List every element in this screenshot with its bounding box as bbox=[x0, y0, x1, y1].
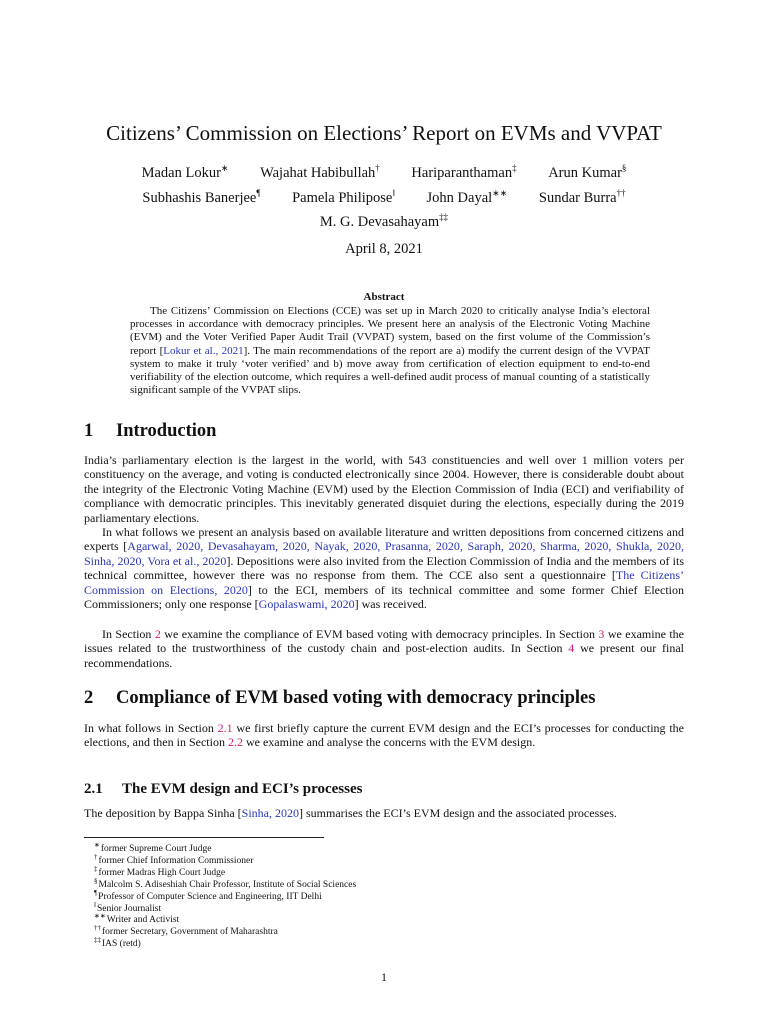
paragraph: In what follows we present an analysis based on available literature and written depositions from concerned citizens and experts [Agarwal, 2020, Devasahayam, 2020, Nayak, 2020, Prasanna, 2020, Saraph, 2020, Sharma, 2020, Shukla, 2020, Sinha, 2020, Vora et al., 2020]. Depositions were also invited from the Election Commission of India and the members of its technical committee, however there was no response from them. The CCE also sent a questionnaire [The Citizens’ Commission on Elections, 2020] to the ECI, members of its technical committee and some former Chief Election Commissioners; only one response [Gopalaswami, 2020] was received. bbox=[84, 525, 684, 612]
footnote: †former Chief Information Commissioner bbox=[94, 853, 254, 866]
footnote-rule bbox=[84, 837, 324, 838]
author: Madan Lokur∗ bbox=[141, 163, 229, 181]
section-link[interactable]: 2.2 bbox=[227, 735, 243, 750]
subsection-heading: 2.1 The EVM design and ECI’s processes bbox=[84, 781, 363, 797]
paper-title: Citizens’ Commission on Elections’ Report on EVMs and VVPAT bbox=[106, 121, 662, 145]
section-link[interactable]: 3 bbox=[598, 627, 605, 641]
paragraph: In what follows in Section 2.1 we first briefly capture the current EVM design and the ECI’s processes for conducting the elections, and then in Section 2.2 we examine and analyse the concerns with the EVM design. bbox=[84, 721, 684, 750]
section-link[interactable]: 2.1 bbox=[217, 721, 233, 735]
section-link[interactable]: 4 bbox=[568, 641, 575, 656]
paper-date: April 8, 2021 bbox=[345, 241, 423, 257]
citation-link[interactable]: Lokur et al., 2021 bbox=[163, 344, 244, 357]
author-row-2 bbox=[0, 188, 768, 207]
citation-link[interactable]: Sinha, 2020 bbox=[241, 806, 299, 820]
page-number: 1 bbox=[381, 970, 387, 984]
section-heading: 2 Compliance of EVM based voting with democracy principles bbox=[84, 688, 596, 708]
author-row-1 bbox=[0, 163, 768, 182]
abstract-text: The Citizens’ Commission on Elections (CCE) was set up in March 2020 to critically analyse India’s electoral processes in accordance with democracy principles. We present here an analysis of the Electronic Voting Machine (EVM) and the Voter Verified Paper Audit Trail (VVPAT) system, based on the first volume of the Commission’s report [Lokur et al., 2021]. The main recommendations of the report are a) modify the current design of the VVPAT system to make it truly ‘voter verified’ and b) move away from certification of election equipment to end-to-end verifiability of the election outcome, which requires a well-defined audit process of manual counting of a statistically significant sample of the VVPAT slips. bbox=[130, 305, 650, 397]
author: Pamela Philipose‖ bbox=[292, 188, 395, 206]
footnote: ‡former Madras High Court Judge bbox=[94, 865, 226, 878]
paragraph: In Section 2 we examine the compliance of EVM based voting with democracy principles. In Section 3 we examine the issues related to the trustworthiness of the custody chain and post-election audits. In Section 4 we present our final recommendations. bbox=[84, 627, 684, 670]
paragraph: The deposition by Bappa Sinha [Sinha, 2020] summarises the ECI’s EVM design and the associated processes. bbox=[84, 806, 617, 820]
citation-link[interactable]: Agarwal, 2020, Devasahayam, 2020, Nayak, 2020, Prasanna, 2020, Saraph, 2020, Sharma, 2020, Shukla, 2020, Sinha, 2020, Vora et al., 2020 bbox=[84, 539, 684, 568]
footnote: ¶Professor of Computer Science and Engineering, IIT Delhi bbox=[94, 889, 322, 902]
footnote: ∗former Supreme Court Judge bbox=[94, 841, 212, 854]
author: Hariparanthaman‡ bbox=[411, 163, 517, 181]
author: John Dayal∗∗ bbox=[426, 188, 508, 206]
author-row-3 bbox=[0, 212, 768, 231]
paragraph: India’s parliamentary election is the largest in the world, with 543 constituencies and well over 1 million voters per constituency on the average, and voting is conducted electronically since 2004. However, there is considerable doubt about the integrity of the Electronic Voting Machine (EVM) used by the Election Commission of India (ECI) and verifiability of compliance with democratic principles. This inevitably generated disquiet during the elections, especially during the 2019 parliamentary elections. bbox=[84, 453, 684, 525]
abstract-heading: Abstract bbox=[363, 291, 405, 303]
section-link[interactable]: 2 bbox=[154, 627, 161, 641]
author: Subhashis Banerjee¶ bbox=[142, 188, 261, 206]
citation-link[interactable]: The Citizens’ Commission on Elections, 2020 bbox=[84, 568, 684, 597]
section-heading: 1 Introduction bbox=[84, 421, 217, 441]
footnote: ‖Senior Journalist bbox=[94, 901, 162, 914]
footnote: ∗∗Writer and Activist bbox=[94, 912, 180, 925]
author: M. G. Devasahayam‡‡ bbox=[319, 212, 449, 230]
citation-link[interactable]: Gopalaswami, 2020 bbox=[258, 597, 355, 612]
footnote: ††former Secretary, Government of Maharashtra bbox=[94, 924, 278, 937]
footnote: §Malcolm S. Adiseshiah Chair Professor, Institute of Social Sciences bbox=[94, 877, 357, 890]
footnote: ‡‡IAS (retd) bbox=[94, 936, 141, 949]
author: Arun Kumar§ bbox=[548, 163, 627, 181]
author: Wajahat Habibullah† bbox=[260, 163, 380, 181]
author: Sundar Burra†† bbox=[538, 188, 626, 206]
